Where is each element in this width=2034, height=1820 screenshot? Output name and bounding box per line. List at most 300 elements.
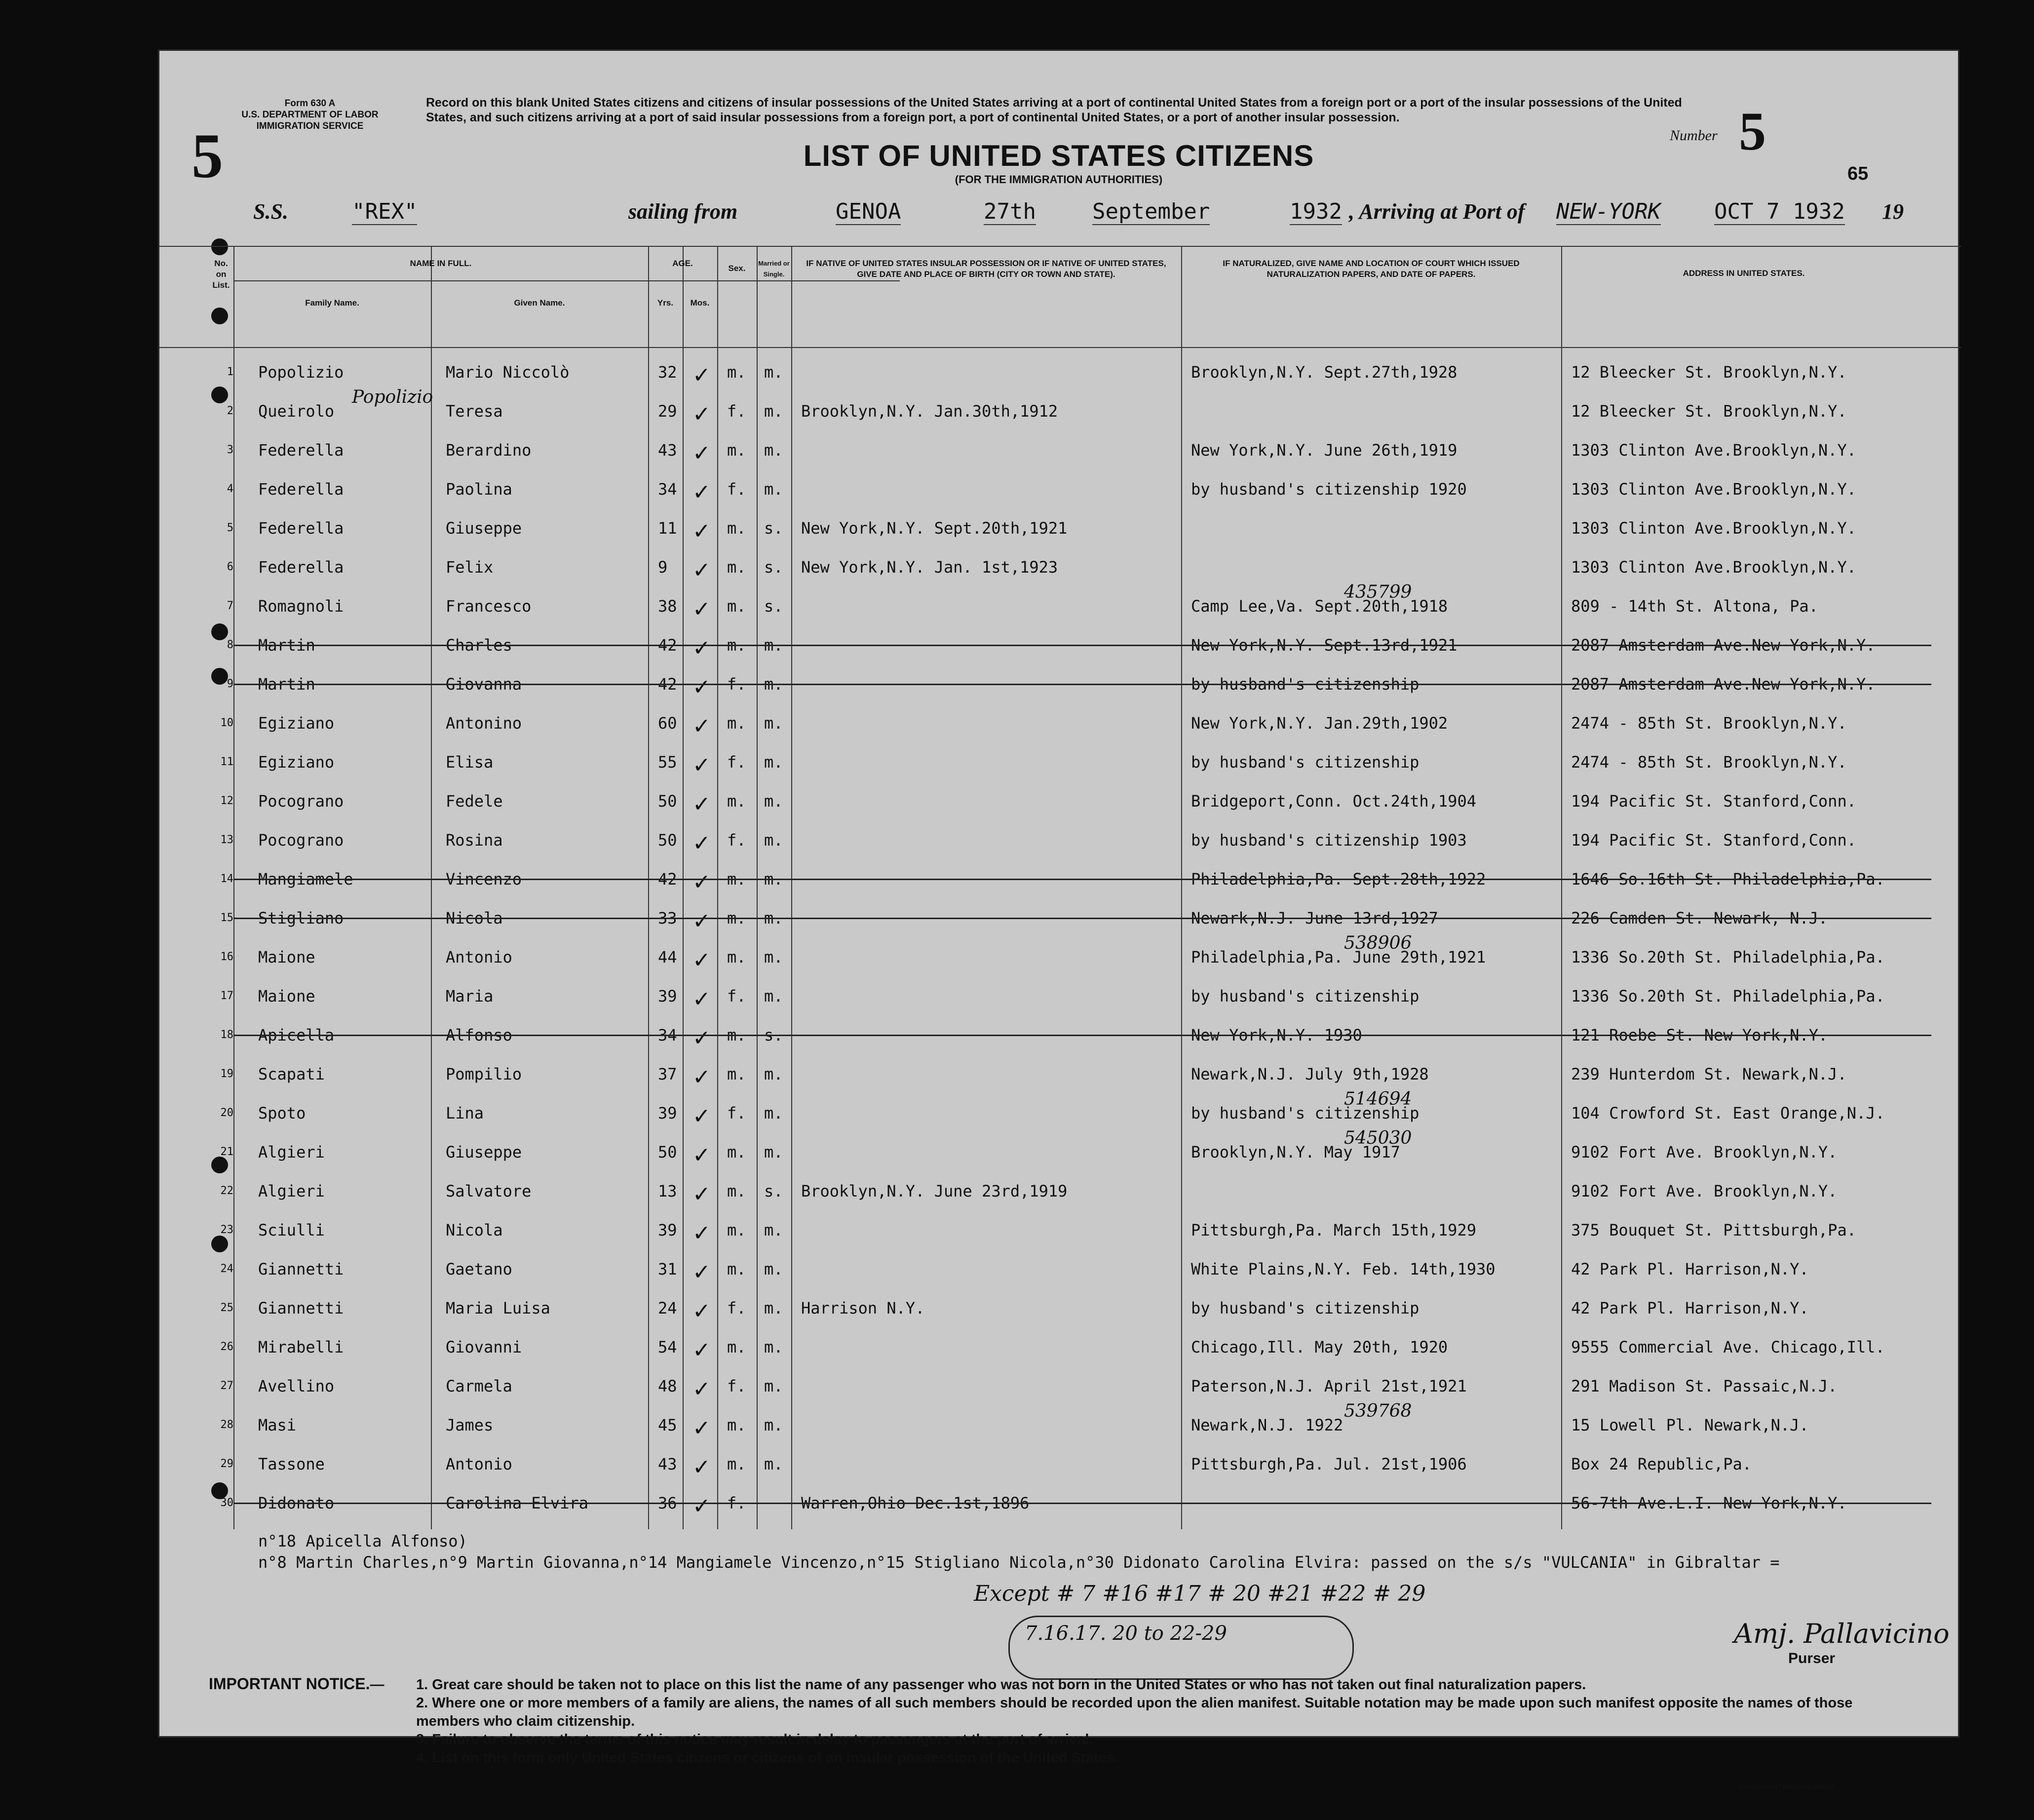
given-name: Charles — [446, 636, 512, 655]
address: 2087 Amsterdam Ave.New York,N.Y. — [1571, 636, 1876, 655]
age-years: 42 — [658, 870, 677, 889]
family-name: Giannetti — [258, 1260, 344, 1278]
address: 1303 Clinton Ave.Brooklyn,N.Y. — [1571, 480, 1856, 499]
family-name: Federella — [258, 558, 344, 577]
row-number: 30 — [220, 1497, 233, 1509]
check-mark-icon: ✓ — [692, 402, 711, 427]
row-number: 11 — [220, 756, 233, 768]
row-number: 18 — [220, 1029, 233, 1041]
marital-status: m. — [764, 948, 783, 967]
age-years: 13 — [658, 1182, 677, 1200]
voyage-line — [253, 199, 1904, 233]
address: 56-7th Ave.L.I. New York,N.Y. — [1571, 1494, 1847, 1512]
given-name: Giuseppe — [446, 519, 522, 538]
sex: f. — [727, 675, 746, 694]
address: 104 Crowford St. East Orange,N.J. — [1571, 1104, 1885, 1123]
check-mark-icon: ✓ — [692, 363, 711, 388]
row-number: 21 — [220, 1146, 233, 1158]
col-native: IF NATIVE OF UNITED STATES INSULAR POSSESSION OR IF NATIVE OF UNITED STATES, GIVE DATE AND PLACE OF BIRTH (CITY OR TOWN AND STATE). — [806, 259, 1166, 279]
family-name: Apicella — [258, 1026, 335, 1045]
marital-status: m. — [764, 1338, 783, 1356]
sex: m. — [727, 1065, 746, 1084]
naturalization: Philadelphia,Pa. June 29th,1921 — [1191, 948, 1486, 967]
marital-status: m. — [764, 987, 783, 1006]
sex: m. — [727, 558, 746, 577]
naturalization: by husband's citizenship 1920 — [1191, 480, 1467, 499]
marital-status: m. — [764, 870, 783, 889]
row-number: 23 — [220, 1224, 233, 1236]
note-apicella: n°18 Apicella Alfonso) — [258, 1532, 467, 1550]
naturalization: Pittsburgh,Pa. March 15th,1929 — [1191, 1221, 1476, 1239]
marital-status: m. — [764, 636, 783, 655]
row-number: 15 — [220, 912, 233, 924]
given-name: Antonio — [446, 948, 512, 967]
marital-status: m. — [764, 1260, 783, 1278]
strike-line — [233, 879, 1931, 880]
naturalization: by husband's citizenship 1903 — [1191, 831, 1467, 850]
sex: m. — [727, 1416, 746, 1434]
strike-line — [233, 1035, 1931, 1036]
naturalization: Chicago,Ill. May 20th, 1920 — [1191, 1338, 1448, 1356]
marital-status: m. — [764, 363, 783, 382]
address: 2474 - 85th St. Brooklyn,N.Y. — [1571, 714, 1847, 733]
given-name: Paolina — [446, 480, 512, 499]
birth-place: New York,N.Y. Sept.20th,1921 — [801, 519, 1068, 538]
check-mark-icon: ✓ — [692, 1299, 711, 1324]
sex: f. — [727, 480, 746, 499]
check-mark-icon: ✓ — [692, 1143, 711, 1168]
manifest-sheet — [158, 49, 1959, 1790]
age-years: 34 — [658, 480, 677, 499]
age-years: 36 — [658, 1494, 677, 1512]
sheet-number: 5 — [192, 121, 223, 191]
sex: f. — [727, 831, 746, 850]
check-mark-icon: ✓ — [692, 987, 711, 1012]
given-name: Gaetano — [446, 1260, 512, 1278]
given-name: Nicola — [446, 1221, 503, 1239]
age-years: 60 — [658, 714, 677, 733]
sex: f. — [727, 1377, 746, 1395]
ship-prefix: S.S. — [253, 199, 288, 224]
age-years: 32 — [658, 363, 677, 382]
marital-status: m. — [764, 792, 783, 811]
family-name: Avellino — [258, 1377, 335, 1395]
family-name: Tassone — [258, 1455, 325, 1473]
col-mos: Mos. — [690, 298, 710, 308]
address: 809 - 14th St. Altona, Pa. — [1571, 597, 1818, 616]
sex: f. — [727, 753, 746, 772]
given-name: Salvatore — [446, 1182, 532, 1200]
row-number: 28 — [220, 1419, 233, 1431]
handwritten-exception: Except # 7 #16 #17 # 20 #21 #22 # 29 — [974, 1581, 1426, 1606]
address: 1303 Clinton Ave.Brooklyn,N.Y. — [1571, 558, 1856, 577]
given-name: Antonio — [446, 1455, 512, 1473]
marital-status: m. — [764, 675, 783, 694]
row-number: 10 — [220, 717, 233, 729]
marital-status: m. — [764, 480, 783, 499]
naturalization: Paterson,N.J. April 21st,1921 — [1191, 1377, 1467, 1395]
naturalization: Brooklyn,N.Y. May 1917 — [1191, 1143, 1400, 1162]
table-row — [159, 469, 1961, 507]
marital-status: m. — [764, 831, 783, 850]
marital-status: s. — [764, 1026, 783, 1045]
table-row — [159, 547, 1961, 585]
family-name: Pocograno — [258, 792, 344, 811]
marital-status: m. — [764, 1377, 783, 1395]
given-name: Teresa — [446, 402, 503, 421]
given-name: Francesco — [446, 597, 532, 616]
family-name: Federella — [258, 519, 344, 538]
sex: f. — [727, 1104, 746, 1123]
purser-label: Purser — [1788, 1650, 1836, 1666]
notice-item-2: 2. Where one or more members of a family are aliens, the names of all such members should be recorded upon the alien manifest. Suitable notation may be made upon such manifest opposite the names of those members who claim citizenship. — [416, 1695, 1853, 1729]
naturalization: Camp Lee,Va. Sept.20th,1918 — [1191, 597, 1448, 616]
marital-status: m. — [764, 1299, 783, 1317]
row-number: 6 — [227, 561, 233, 573]
birth-place: Brooklyn,N.Y. Jan.30th,1912 — [801, 402, 1058, 421]
given-name: Lina — [446, 1104, 484, 1123]
address: 194 Pacific St. Stanford,Conn. — [1571, 831, 1856, 850]
table-row — [159, 1210, 1961, 1248]
address: 291 Madison St. Passaic,N.J. — [1571, 1377, 1838, 1395]
printing-office: GOVERNMENT PRINTING OFFICE — [1739, 1783, 1835, 1790]
table-row — [159, 430, 1961, 468]
naturalization: Brooklyn,N.Y. Sept.27th,1928 — [1191, 363, 1458, 382]
arrival-port: NEW-YORK — [1556, 199, 1661, 224]
naturalization: New York,N.Y. 1930 — [1191, 1026, 1362, 1045]
table-row — [159, 582, 1961, 624]
address: 1303 Clinton Ave.Brooklyn,N.Y. — [1571, 519, 1856, 538]
page-reference: 65 — [1847, 163, 1869, 184]
naturalization: by husband's citizenship — [1191, 1104, 1420, 1123]
address: 9102 Fort Ave. Brooklyn,N.Y. — [1571, 1143, 1838, 1162]
sex: f. — [727, 987, 746, 1006]
strike-line — [233, 918, 1931, 919]
sex: m. — [727, 948, 746, 967]
address: 9555 Commercial Ave. Chicago,Ill. — [1571, 1338, 1885, 1356]
naturalization: by husband's citizenship — [1191, 1299, 1420, 1317]
row-number: 7 — [227, 600, 233, 612]
family-name: Mirabelli — [258, 1338, 344, 1356]
age-years: 42 — [658, 675, 677, 694]
check-mark-icon: ✓ — [692, 1104, 711, 1129]
age-years: 50 — [658, 792, 677, 811]
purser-signature: Amj. Pallavicino — [1734, 1618, 1950, 1649]
ship-name: "REX" — [352, 199, 418, 224]
family-name: Maione — [258, 987, 315, 1006]
sex: m. — [727, 1338, 746, 1356]
given-name: Felix — [446, 558, 494, 577]
row-number: 5 — [227, 522, 233, 534]
family-name: Pocograno — [258, 831, 344, 850]
strike-line — [233, 684, 1931, 685]
col-age: AGE. — [672, 259, 693, 268]
handwritten-annotation: 435799 — [1344, 582, 1412, 602]
table-row — [159, 703, 1961, 741]
row-number: 24 — [220, 1263, 233, 1275]
check-mark-icon: ✓ — [692, 1221, 711, 1246]
check-mark-icon: ✓ — [692, 948, 711, 973]
check-mark-icon: ✓ — [692, 441, 711, 466]
given-name: Vincenzo — [446, 870, 522, 889]
family-name: Sciulli — [258, 1221, 325, 1239]
age-years: 34 — [658, 1026, 677, 1045]
check-mark-icon: ✓ — [692, 675, 711, 700]
form-info — [236, 98, 384, 132]
row-number: 25 — [220, 1302, 233, 1314]
table-row — [159, 352, 1961, 390]
sex: m. — [727, 1455, 746, 1473]
family-name: Masi — [258, 1416, 297, 1434]
family-name: Egiziano — [258, 753, 335, 772]
family-name: Spoto — [258, 1104, 306, 1123]
family-name: Martin — [258, 675, 315, 694]
family-name: Giannetti — [258, 1299, 344, 1317]
naturalization: Newark,N.J. 1922 — [1191, 1416, 1343, 1434]
given-name: Rosina — [446, 831, 503, 850]
departure-port: GENOA — [836, 199, 901, 224]
naturalization: Pittsburgh,Pa. Jul. 21st,1906 — [1191, 1455, 1467, 1473]
table-row — [159, 1015, 1961, 1053]
table-row — [159, 1288, 1961, 1326]
table-row — [159, 781, 1961, 819]
family-name: Maione — [258, 948, 315, 967]
sex: m. — [727, 1260, 746, 1278]
marital-status: s. — [764, 597, 783, 616]
given-name: Alfonso — [446, 1026, 512, 1045]
table-row — [159, 625, 1961, 663]
col-family: Family Name. — [305, 298, 359, 308]
row-number: 14 — [220, 873, 233, 885]
given-name: Carmela — [446, 1377, 512, 1395]
number-value: 5 — [1739, 101, 1766, 161]
handwritten-annotation: 539768 — [1344, 1401, 1412, 1421]
sailing-from-label: sailing from — [628, 199, 738, 224]
table-row — [159, 742, 1961, 780]
row-number: 27 — [220, 1380, 233, 1392]
given-name: Fedele — [446, 792, 503, 811]
age-years: 50 — [658, 831, 677, 850]
marital-status: m. — [764, 1065, 783, 1084]
table-row — [159, 820, 1961, 858]
strike-line — [233, 1503, 1931, 1504]
row-number: 1 — [227, 366, 233, 378]
row-number: 9 — [227, 678, 233, 690]
naturalization: New York,N.Y. Jan.29th,1902 — [1191, 714, 1448, 733]
address: 226 Camden St. Newark, N.J. — [1571, 909, 1828, 928]
sex: f. — [727, 1299, 746, 1317]
marital-status: m. — [764, 714, 783, 733]
table-row — [159, 1366, 1961, 1404]
number-label: Number — [1670, 127, 1718, 144]
marital-status: m. — [764, 909, 783, 928]
marital-status: m. — [764, 1416, 783, 1434]
row-number: 16 — [220, 951, 233, 963]
col-name-full: NAME IN FULL. — [410, 259, 472, 268]
marital-status: m. — [764, 1143, 783, 1162]
birth-place: Warren,Ohio Dec.1st,1896 — [801, 1494, 1030, 1512]
marital-status: m. — [764, 402, 783, 421]
family-name: Martin — [258, 636, 315, 655]
age-years: 42 — [658, 636, 677, 655]
table-row — [159, 1128, 1961, 1170]
address: 239 Hunterdom St. Newark,N.J. — [1571, 1065, 1847, 1084]
check-mark-icon: ✓ — [692, 714, 711, 739]
family-name: Mangiamele — [258, 870, 353, 889]
col-yrs: Yrs. — [657, 298, 674, 308]
given-name: Giuseppe — [446, 1143, 522, 1162]
check-mark-icon: ✓ — [692, 1377, 711, 1402]
marital-status: m. — [764, 1455, 783, 1473]
family-name: Algieri — [258, 1182, 325, 1200]
handwritten-annotation: 545030 — [1344, 1128, 1412, 1148]
naturalization: by husband's citizenship — [1191, 675, 1420, 694]
sex: f. — [727, 402, 746, 421]
table-row — [159, 898, 1961, 936]
age-years: 24 — [658, 1299, 677, 1317]
table-row — [159, 1483, 1961, 1521]
col-married: Married or Single. — [758, 260, 790, 278]
address: 1336 So.20th St. Philadelphia,Pa. — [1571, 987, 1885, 1006]
form-number: Form 630 A — [284, 98, 336, 109]
department: U.S. DEPARTMENT OF LABOR — [241, 110, 379, 120]
table-row — [159, 508, 1961, 546]
check-mark-icon: ✓ — [692, 792, 711, 817]
sex: m. — [727, 714, 746, 733]
given-name: James — [446, 1416, 494, 1434]
family-name: Popolizio — [258, 363, 344, 382]
table-row — [159, 1327, 1961, 1365]
arrival-stamp-date: OCT 7 1932 — [1714, 199, 1845, 224]
age-years: 55 — [658, 753, 677, 772]
age-years: 33 — [658, 909, 677, 928]
notice-heading: IMPORTANT NOTICE. — [209, 1675, 370, 1693]
sex: m. — [727, 519, 746, 538]
marital-status: m. — [764, 1104, 783, 1123]
naturalization: New York,N.Y. June 26th,1919 — [1191, 441, 1458, 460]
page-subtitle: (FOR THE IMMIGRATION AUTHORITIES) — [955, 173, 1163, 186]
address: 2087 Amsterdam Ave.New York,N.Y. — [1571, 675, 1876, 694]
row-number: 22 — [220, 1185, 233, 1197]
given-name: Maria — [446, 987, 494, 1006]
age-years: 54 — [658, 1338, 677, 1356]
row-number: 20 — [220, 1107, 233, 1119]
table-row — [159, 1444, 1961, 1482]
row-number: 13 — [220, 834, 233, 846]
record-note: Record on this blank United States citizens and citizens of insular possessions of the United States arriving at a port of continental United States from a foreign port or a port of the insular possessions of the United States, and such citizens arriving at a port of said insular possessions from a foreign port, a port of continental United States, or a port of another insular possession. — [426, 96, 1682, 124]
handwritten-annotation: 514694 — [1344, 1089, 1412, 1109]
sex: m. — [727, 363, 746, 382]
age-years: 43 — [658, 1455, 677, 1473]
address: 42 Park Pl. Harrison,N.Y. — [1571, 1260, 1809, 1278]
check-mark-icon: ✓ — [692, 558, 711, 583]
address: 375 Bouquet St. Pittsburgh,Pa. — [1571, 1221, 1856, 1239]
age-years: 29 — [658, 402, 677, 421]
check-mark-icon: ✓ — [692, 1182, 711, 1207]
age-years: 45 — [658, 1416, 677, 1434]
sex: m. — [727, 870, 746, 889]
table-row — [159, 933, 1961, 975]
family-name: Queirolo — [258, 402, 335, 421]
table-row — [159, 664, 1961, 702]
given-name: Carolina Elvira — [446, 1494, 588, 1512]
col-no: No. on List. — [212, 259, 230, 290]
address: 1646 So.16th St. Philadelphia,Pa. — [1571, 870, 1885, 889]
table-row — [159, 1401, 1961, 1443]
family-name: Stigliano — [258, 909, 344, 928]
row-number: 26 — [220, 1341, 233, 1353]
marital-status: m. — [764, 753, 783, 772]
strike-line — [233, 645, 1931, 646]
age-years: 50 — [658, 1143, 677, 1162]
check-mark-icon: ✓ — [692, 1494, 711, 1519]
address: 42 Park Pl. Harrison,N.Y. — [1571, 1299, 1809, 1317]
given-name: Nicola — [446, 909, 503, 928]
naturalization: Bridgeport,Conn. Oct.24th,1904 — [1191, 792, 1476, 811]
notice-item-4: 4. List on this form only United States citizens or citizens of an insular possession of the United States. — [416, 1750, 1118, 1766]
given-name: Giovanni — [446, 1338, 522, 1356]
sex: m. — [727, 1143, 746, 1162]
family-name: Scapati — [258, 1065, 325, 1084]
sex: m. — [727, 597, 746, 616]
col-given: Given Name. — [514, 298, 565, 308]
marital-status: s. — [764, 519, 783, 538]
table-row — [159, 1249, 1961, 1287]
row-number: 12 — [220, 795, 233, 807]
naturalization: Newark,N.J. June 13rd,1927 — [1191, 909, 1438, 928]
sex: m. — [727, 441, 746, 460]
col-address: ADDRESS IN UNITED STATES. — [1683, 269, 1805, 278]
family-name: Romagnoli — [258, 597, 344, 616]
check-mark-icon: ✓ — [692, 519, 711, 544]
sex: f. — [727, 1494, 746, 1512]
handwritten-annotation: Popolizio — [352, 387, 433, 407]
page-title: LIST OF UNITED STATES CITIZENS — [803, 139, 1314, 172]
check-mark-icon: ✓ — [692, 1338, 711, 1363]
age-years: 38 — [658, 597, 677, 616]
check-mark-icon: ✓ — [692, 597, 711, 622]
age-years: 39 — [658, 1221, 677, 1239]
sex: m. — [727, 1182, 746, 1200]
address: 194 Pacific St. Stanford,Conn. — [1571, 792, 1856, 811]
given-name: Antonino — [446, 714, 522, 733]
naturalization: New York,N.Y. Sept.13rd,1921 — [1191, 636, 1458, 655]
family-name: Federella — [258, 480, 344, 499]
table-row — [159, 1054, 1961, 1092]
table-row — [159, 1171, 1961, 1209]
family-name: Didonato — [258, 1494, 335, 1512]
age-years: 11 — [658, 519, 677, 538]
family-name: Algieri — [258, 1143, 325, 1162]
row-number: 17 — [220, 990, 233, 1002]
given-name: Elisa — [446, 753, 494, 772]
marital-status: s. — [764, 558, 783, 577]
check-mark-icon: ✓ — [692, 870, 711, 895]
col-naturalized: IF NATURALIZED, GIVE NAME AND LOCATION OF COURT WHICH ISSUED NATURALIZATION PAPERS, AND DATE OF PAPERS. — [1223, 259, 1520, 279]
address: 15 Lowell Pl. Newark,N.J. — [1571, 1416, 1809, 1434]
year-suffix: 19 — [1882, 199, 1904, 224]
address: 2474 - 85th St. Brooklyn,N.Y. — [1571, 753, 1847, 772]
age-years: 48 — [658, 1377, 677, 1395]
departure-day: 27th — [984, 199, 1036, 224]
birth-place: Harrison N.Y. — [801, 1299, 925, 1317]
departure-month: September — [1092, 199, 1210, 224]
check-mark-icon: ✓ — [692, 480, 711, 505]
address: 12 Bleecker St. Brooklyn,N.Y. — [1571, 402, 1847, 421]
address: 1303 Clinton Ave.Brooklyn,N.Y. — [1571, 441, 1856, 460]
departure-year: 1932 — [1290, 199, 1342, 224]
age-years: 31 — [658, 1260, 677, 1278]
